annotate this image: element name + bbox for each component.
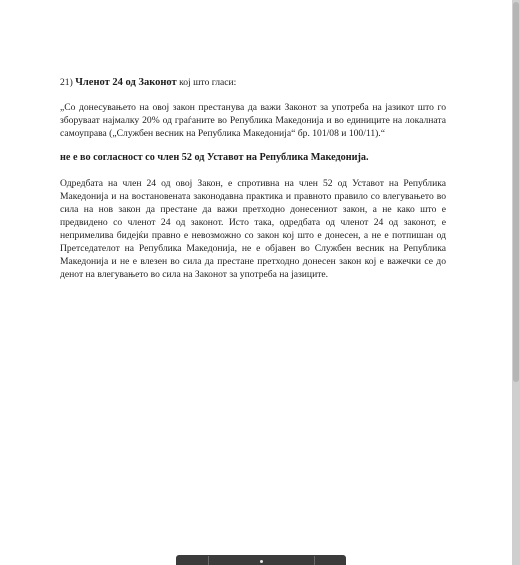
scrollbar-thumb[interactable] <box>513 2 519 382</box>
item-heading <box>60 76 446 89</box>
toolbar-divider <box>208 556 209 565</box>
page-indicator-icon[interactable] <box>260 560 263 563</box>
reasoning-paragraph: Одредбата на член 24 од овој Закон, е спротивна на член 52 од Уставот на Република Македонија и на востановената законодавна практика и правното правило со влегувањето во сила на нов закон да престане да важи претходно донесениот закон, а не како што е предвидено со членот 24 од законот. Исто така, одредбата од членот 24 од законот, е непримелива бидејќи правно е невозможно со закон кој што е донесен, а не е потпишан од Претседателот на Република Македонија, не е објавен во Службен весник на Република Македонија и не е влезен во сила да престане претходно донесен закон кој е важечки се до денот на влегувањето во сила на Законот за употреба на јазиците. <box>60 178 446 280</box>
verdict-statement: не е во согласност со член 52 од Уставот на Република Македонија. <box>60 152 369 163</box>
toolbar-divider <box>314 556 315 565</box>
quoted-article: „Со донесувањето на овој закон престанува да важи Законот за употреба на јазикот што го зборуваат најмалку 20% од граѓаните во Република Македонија и во единиците на локалната самоуправа („Службен весник на Република Македонија“ бр. 101/08 и 100/11).“ <box>60 102 446 139</box>
item-title: Членот 24 од Законот <box>75 77 177 88</box>
viewer-toolbar[interactable] <box>176 555 346 565</box>
item-suffix: кој што гласи: <box>176 77 237 88</box>
item-number: 21) <box>60 77 73 88</box>
vertical-scrollbar[interactable] <box>512 0 520 565</box>
